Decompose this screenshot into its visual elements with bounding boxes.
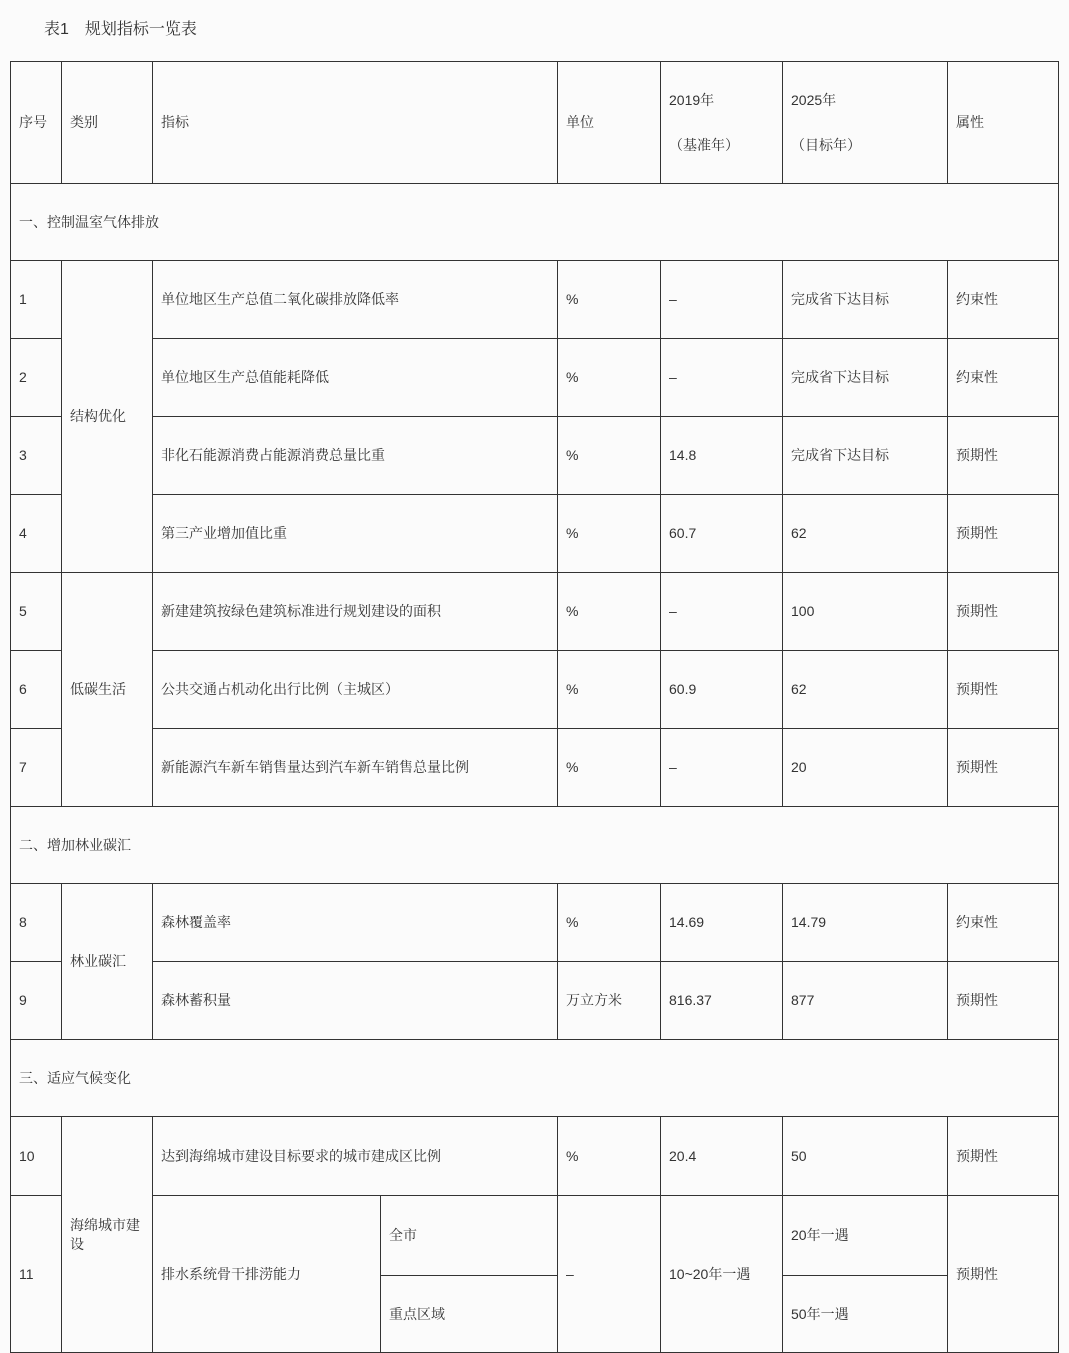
cell-category: 结构优化 <box>62 261 153 573</box>
cell-attribute: 预期性 <box>948 1117 1059 1196</box>
cell-base-year: 10~20年一遇 <box>661 1196 783 1353</box>
header-base-year <box>661 62 783 184</box>
cell-category: 海绵城市建设 <box>62 1117 153 1353</box>
cell-target-year: 14.79 <box>783 884 948 962</box>
page-title: 表1 规划指标一览表 <box>44 21 197 38</box>
cell-target-year: 20 <box>783 729 948 807</box>
section-row <box>11 184 1059 261</box>
cell-attribute: 预期性 <box>948 573 1059 651</box>
cell-base-year: 60.7 <box>661 495 783 573</box>
cell-indicator: 排水系统骨干排涝能力 <box>153 1196 381 1353</box>
cell-unit: % <box>558 261 661 339</box>
cell-unit: % <box>558 651 661 729</box>
table-row <box>11 962 1059 1040</box>
cell-unit: % <box>558 417 661 495</box>
cell-no: 2 <box>11 339 62 417</box>
cell-attribute: 预期性 <box>948 417 1059 495</box>
cell-unit: % <box>558 729 661 807</box>
planning-indicators-table <box>10 61 1059 1353</box>
document-page <box>0 20 1069 1322</box>
cell-base-year: 14.69 <box>661 884 783 962</box>
table-row <box>11 495 1059 573</box>
cell-indicator-scope: 全市 <box>381 1196 558 1276</box>
cell-indicator: 单位地区生产总值二氧化碳排放降低率 <box>153 261 558 339</box>
table-header-row <box>11 62 1059 184</box>
cell-base-year: 14.8 <box>661 417 783 495</box>
header-base-year-line1: 2019年 <box>669 91 715 108</box>
cell-target-year: 62 <box>783 495 948 573</box>
table-row <box>11 884 1059 962</box>
cell-no: 7 <box>11 729 62 807</box>
cell-no: 11 <box>11 1196 62 1353</box>
cell-category: 低碳生活 <box>62 573 153 807</box>
table-row <box>11 1196 1059 1276</box>
cell-no: 4 <box>11 495 62 573</box>
cell-indicator: 新建建筑按绿色建筑标准进行规划建设的面积 <box>153 573 558 651</box>
cell-unit: % <box>558 884 661 962</box>
cell-target-year: 100 <box>783 573 948 651</box>
cell-attribute: 预期性 <box>948 962 1059 1040</box>
cell-unit: % <box>558 495 661 573</box>
cell-indicator: 森林蓄积量 <box>153 962 558 1040</box>
cell-base-year: – <box>661 339 783 417</box>
cell-no: 5 <box>11 573 62 651</box>
header-category: 类别 <box>62 62 153 184</box>
cell-unit: % <box>558 573 661 651</box>
cell-indicator-scope: 重点区域 <box>381 1276 558 1353</box>
cell-no: 8 <box>11 884 62 962</box>
header-target-year-line1: 2025年 <box>791 91 837 108</box>
section-title: 二、增加林业碳汇 <box>11 807 1059 884</box>
cell-no: 10 <box>11 1117 62 1196</box>
cell-indicator: 达到海绵城市建设目标要求的城市建成区比例 <box>153 1117 558 1196</box>
cell-indicator: 第三产业增加值比重 <box>153 495 558 573</box>
cell-no: 6 <box>11 651 62 729</box>
cell-indicator: 非化石能源消费占能源消费总量比重 <box>153 417 558 495</box>
header-unit: 单位 <box>558 62 661 184</box>
cell-indicator: 公共交通占机动化出行比例（主城区） <box>153 651 558 729</box>
cell-target-year: 877 <box>783 962 948 1040</box>
cell-target-year: 50 <box>783 1117 948 1196</box>
cell-target-year: 50年一遇 <box>783 1276 948 1353</box>
cell-indicator: 单位地区生产总值能耗降低 <box>153 339 558 417</box>
section-row <box>11 1040 1059 1117</box>
cell-target-year: 完成省下达目标 <box>783 261 948 339</box>
cell-category: 林业碳汇 <box>62 884 153 1040</box>
section-title: 三、适应气候变化 <box>11 1040 1059 1117</box>
cell-base-year: 60.9 <box>661 651 783 729</box>
header-attribute: 属性 <box>948 62 1059 184</box>
cell-base-year: – <box>661 729 783 807</box>
header-base-year-line2: （基准年） <box>669 136 739 153</box>
section-title: 一、控制温室气体排放 <box>11 184 1059 261</box>
cell-attribute: 预期性 <box>948 729 1059 807</box>
cell-base-year: 816.37 <box>661 962 783 1040</box>
cell-target-year: 完成省下达目标 <box>783 417 948 495</box>
cell-no: 9 <box>11 962 62 1040</box>
table-row <box>11 1117 1059 1196</box>
cell-base-year: – <box>661 261 783 339</box>
cell-unit: % <box>558 1117 661 1196</box>
table-row <box>11 417 1059 495</box>
cell-unit: – <box>558 1196 661 1353</box>
cell-target-year: 62 <box>783 651 948 729</box>
cell-attribute: 约束性 <box>948 339 1059 417</box>
cell-no: 3 <box>11 417 62 495</box>
section-row <box>11 807 1059 884</box>
cell-attribute: 约束性 <box>948 884 1059 962</box>
header-target-year-line2: （目标年） <box>791 136 861 153</box>
cell-base-year: 20.4 <box>661 1117 783 1196</box>
table-row <box>11 729 1059 807</box>
cell-attribute: 预期性 <box>948 1196 1059 1353</box>
header-indicator: 指标 <box>153 62 558 184</box>
cell-unit: % <box>558 339 661 417</box>
cell-attribute: 预期性 <box>948 495 1059 573</box>
table-row <box>11 261 1059 339</box>
table-row <box>11 573 1059 651</box>
cell-indicator: 森林覆盖率 <box>153 884 558 962</box>
cell-base-year: – <box>661 573 783 651</box>
cell-indicator: 新能源汽车新车销售量达到汽车新车销售总量比例 <box>153 729 558 807</box>
cell-target-year: 20年一遇 <box>783 1196 948 1276</box>
cell-attribute: 约束性 <box>948 261 1059 339</box>
header-no: 序号 <box>11 62 62 184</box>
header-target-year <box>783 62 948 184</box>
cell-target-year: 完成省下达目标 <box>783 339 948 417</box>
cell-attribute: 预期性 <box>948 651 1059 729</box>
cell-no: 1 <box>11 261 62 339</box>
cell-unit: 万立方米 <box>558 962 661 1040</box>
table-row <box>11 339 1059 417</box>
table-row <box>11 651 1059 729</box>
